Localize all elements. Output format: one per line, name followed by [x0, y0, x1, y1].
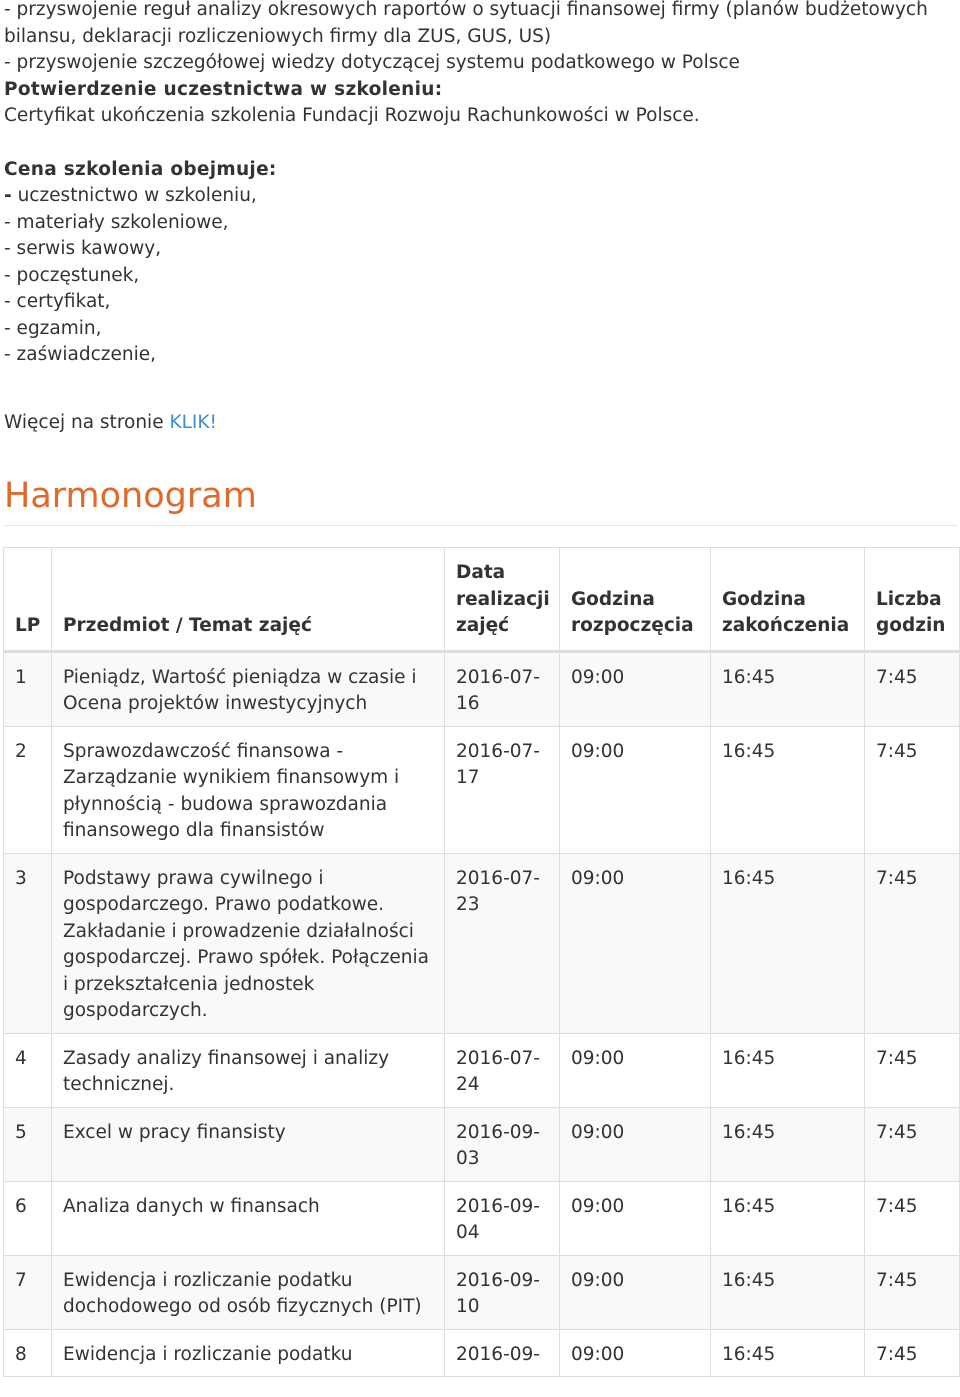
header-hours: Liczba godzin	[865, 548, 960, 652]
cell-subject: Analiza danych w finansach	[52, 1181, 445, 1255]
price-item-text: uczestnictwo w szkoleniu,	[11, 185, 257, 206]
cell-date: 2016-07- 24	[445, 1033, 560, 1107]
intro-line: - przyswojenie szczegółowej wiedzy dotyczącej systemu podatkowego w Polsce	[4, 52, 740, 73]
cell-end: 16:45	[711, 1107, 865, 1181]
cell-date: 2016-09-	[445, 1329, 560, 1377]
cell-lp: 6	[4, 1181, 52, 1255]
intro-section	[4, 0, 960, 436]
cell-start: 09:00	[560, 726, 711, 853]
table-row	[4, 1181, 960, 1255]
confirmation-heading: Potwierdzenie uczestnictwa w szkoleniu:	[4, 78, 443, 100]
cell-lp: 2	[4, 726, 52, 853]
cell-date: 2016-07- 17	[445, 726, 560, 853]
cell-date: 2016-07- 16	[445, 651, 560, 726]
header-date: Data realizacji zajęć	[445, 548, 560, 652]
price-item: - egzamin,	[4, 317, 102, 339]
cell-hours: 7:45	[865, 1255, 960, 1329]
cell-end: 16:45	[711, 1255, 865, 1329]
cell-end: 16:45	[711, 1033, 865, 1107]
cell-lp: 8	[4, 1329, 52, 1377]
cell-subject: Sprawozdawczość finansowa - Zarządzanie wynikiem finansowym i płynnością - budowa sprawozdania finansowego dla finansistów	[52, 726, 445, 853]
price-item: - zaświadczenie,	[4, 344, 156, 365]
cell-lp: 5	[4, 1107, 52, 1181]
cell-hours: 7:45	[865, 1181, 960, 1255]
cell-subject: Excel w pracy finansisty	[52, 1107, 445, 1181]
cell-hours: 7:45	[865, 1107, 960, 1181]
cell-date: 2016-09- 04	[445, 1181, 560, 1255]
table-header-row	[4, 548, 960, 652]
table-row	[4, 1033, 960, 1107]
intro-line: - przyswojenie reguł analizy okresowych raportów o sytuacji finansowej firmy (planów budżetowych	[4, 0, 928, 20]
table-row	[4, 726, 960, 853]
cell-start: 09:00	[560, 651, 711, 726]
cell-subject: Pieniądz, Wartość pieniądza w czasie i Ocena projektów inwestycyjnych	[52, 651, 445, 726]
table-row	[4, 1329, 960, 1377]
cell-start: 09:00	[560, 1329, 711, 1377]
header-end-time: Godzina zakończenia	[711, 548, 865, 652]
cell-subject: Ewidencja i rozliczanie podatku dochodowego od osób fizycznych (PIT)	[52, 1255, 445, 1329]
cell-hours: 7:45	[865, 1033, 960, 1107]
cell-start: 09:00	[560, 1033, 711, 1107]
title-divider	[4, 525, 958, 526]
cell-subject: Zasady analizy finansowej i analizy technicznej.	[52, 1033, 445, 1107]
schedule-table	[3, 547, 960, 1377]
cell-end: 16:45	[711, 1329, 865, 1377]
cell-date: 2016-07- 23	[445, 853, 560, 1033]
cell-lp: 1	[4, 651, 52, 726]
cell-hours: 7:45	[865, 1329, 960, 1377]
price-heading: Cena szkolenia obejmuje:	[4, 158, 277, 180]
document-body	[4, 0, 960, 439]
cell-lp: 3	[4, 853, 52, 1033]
more-info	[4, 410, 960, 437]
price-item	[4, 183, 960, 210]
confirmation-text: Certyfikat ukończenia szkolenia Fundacji Rozwoju Rachunkowości w Polsce.	[4, 105, 700, 126]
more-info-text: Więcej na stronie	[4, 411, 170, 433]
cell-start: 09:00	[560, 1181, 711, 1255]
cell-start: 09:00	[560, 1107, 711, 1181]
cell-end: 16:45	[711, 853, 865, 1033]
cell-end: 16:45	[711, 726, 865, 853]
cell-end: 16:45	[711, 1181, 865, 1255]
cell-date: 2016-09- 10	[445, 1255, 560, 1329]
price-item: - certyfikat,	[4, 291, 111, 312]
table-row	[4, 1255, 960, 1329]
cell-start: 09:00	[560, 1255, 711, 1329]
intro-line: bilansu, deklaracji rozliczeniowych firmy dla ZUS, GUS, US)	[4, 25, 552, 47]
price-item: - serwis kawowy,	[4, 238, 162, 259]
schedule-title: Harmonogram	[4, 476, 257, 516]
cell-start: 09:00	[560, 853, 711, 1033]
cell-hours: 7:45	[865, 853, 960, 1033]
cell-date: 2016-09- 03	[445, 1107, 560, 1181]
more-info-link[interactable]: KLIK!	[169, 411, 217, 433]
cell-lp: 7	[4, 1255, 52, 1329]
price-item: - materiały szkoleniowe,	[4, 211, 229, 233]
cell-subject: Ewidencja i rozliczanie podatku	[52, 1329, 445, 1377]
table-row	[4, 651, 960, 726]
table-row	[4, 1107, 960, 1181]
price-dash: -	[4, 185, 12, 206]
table-row	[4, 853, 960, 1033]
cell-hours: 7:45	[865, 726, 960, 853]
header-lp: LP	[4, 548, 52, 652]
header-start-time: Godzina rozpoczęcia	[560, 548, 711, 652]
cell-lp: 4	[4, 1033, 52, 1107]
cell-hours: 7:45	[865, 651, 960, 726]
cell-end: 16:45	[711, 651, 865, 726]
price-item: - poczęstunek,	[4, 264, 140, 286]
header-subject: Przedmiot / Temat zajęć	[52, 548, 445, 652]
cell-subject: Podstawy prawa cywilnego i gospodarczego. Prawo podatkowe. Zakładanie i prowadzenie działalności gospodarczej. Prawo spółek. Połączenia i przekształcenia jednostek gospodarczych.	[52, 853, 445, 1033]
